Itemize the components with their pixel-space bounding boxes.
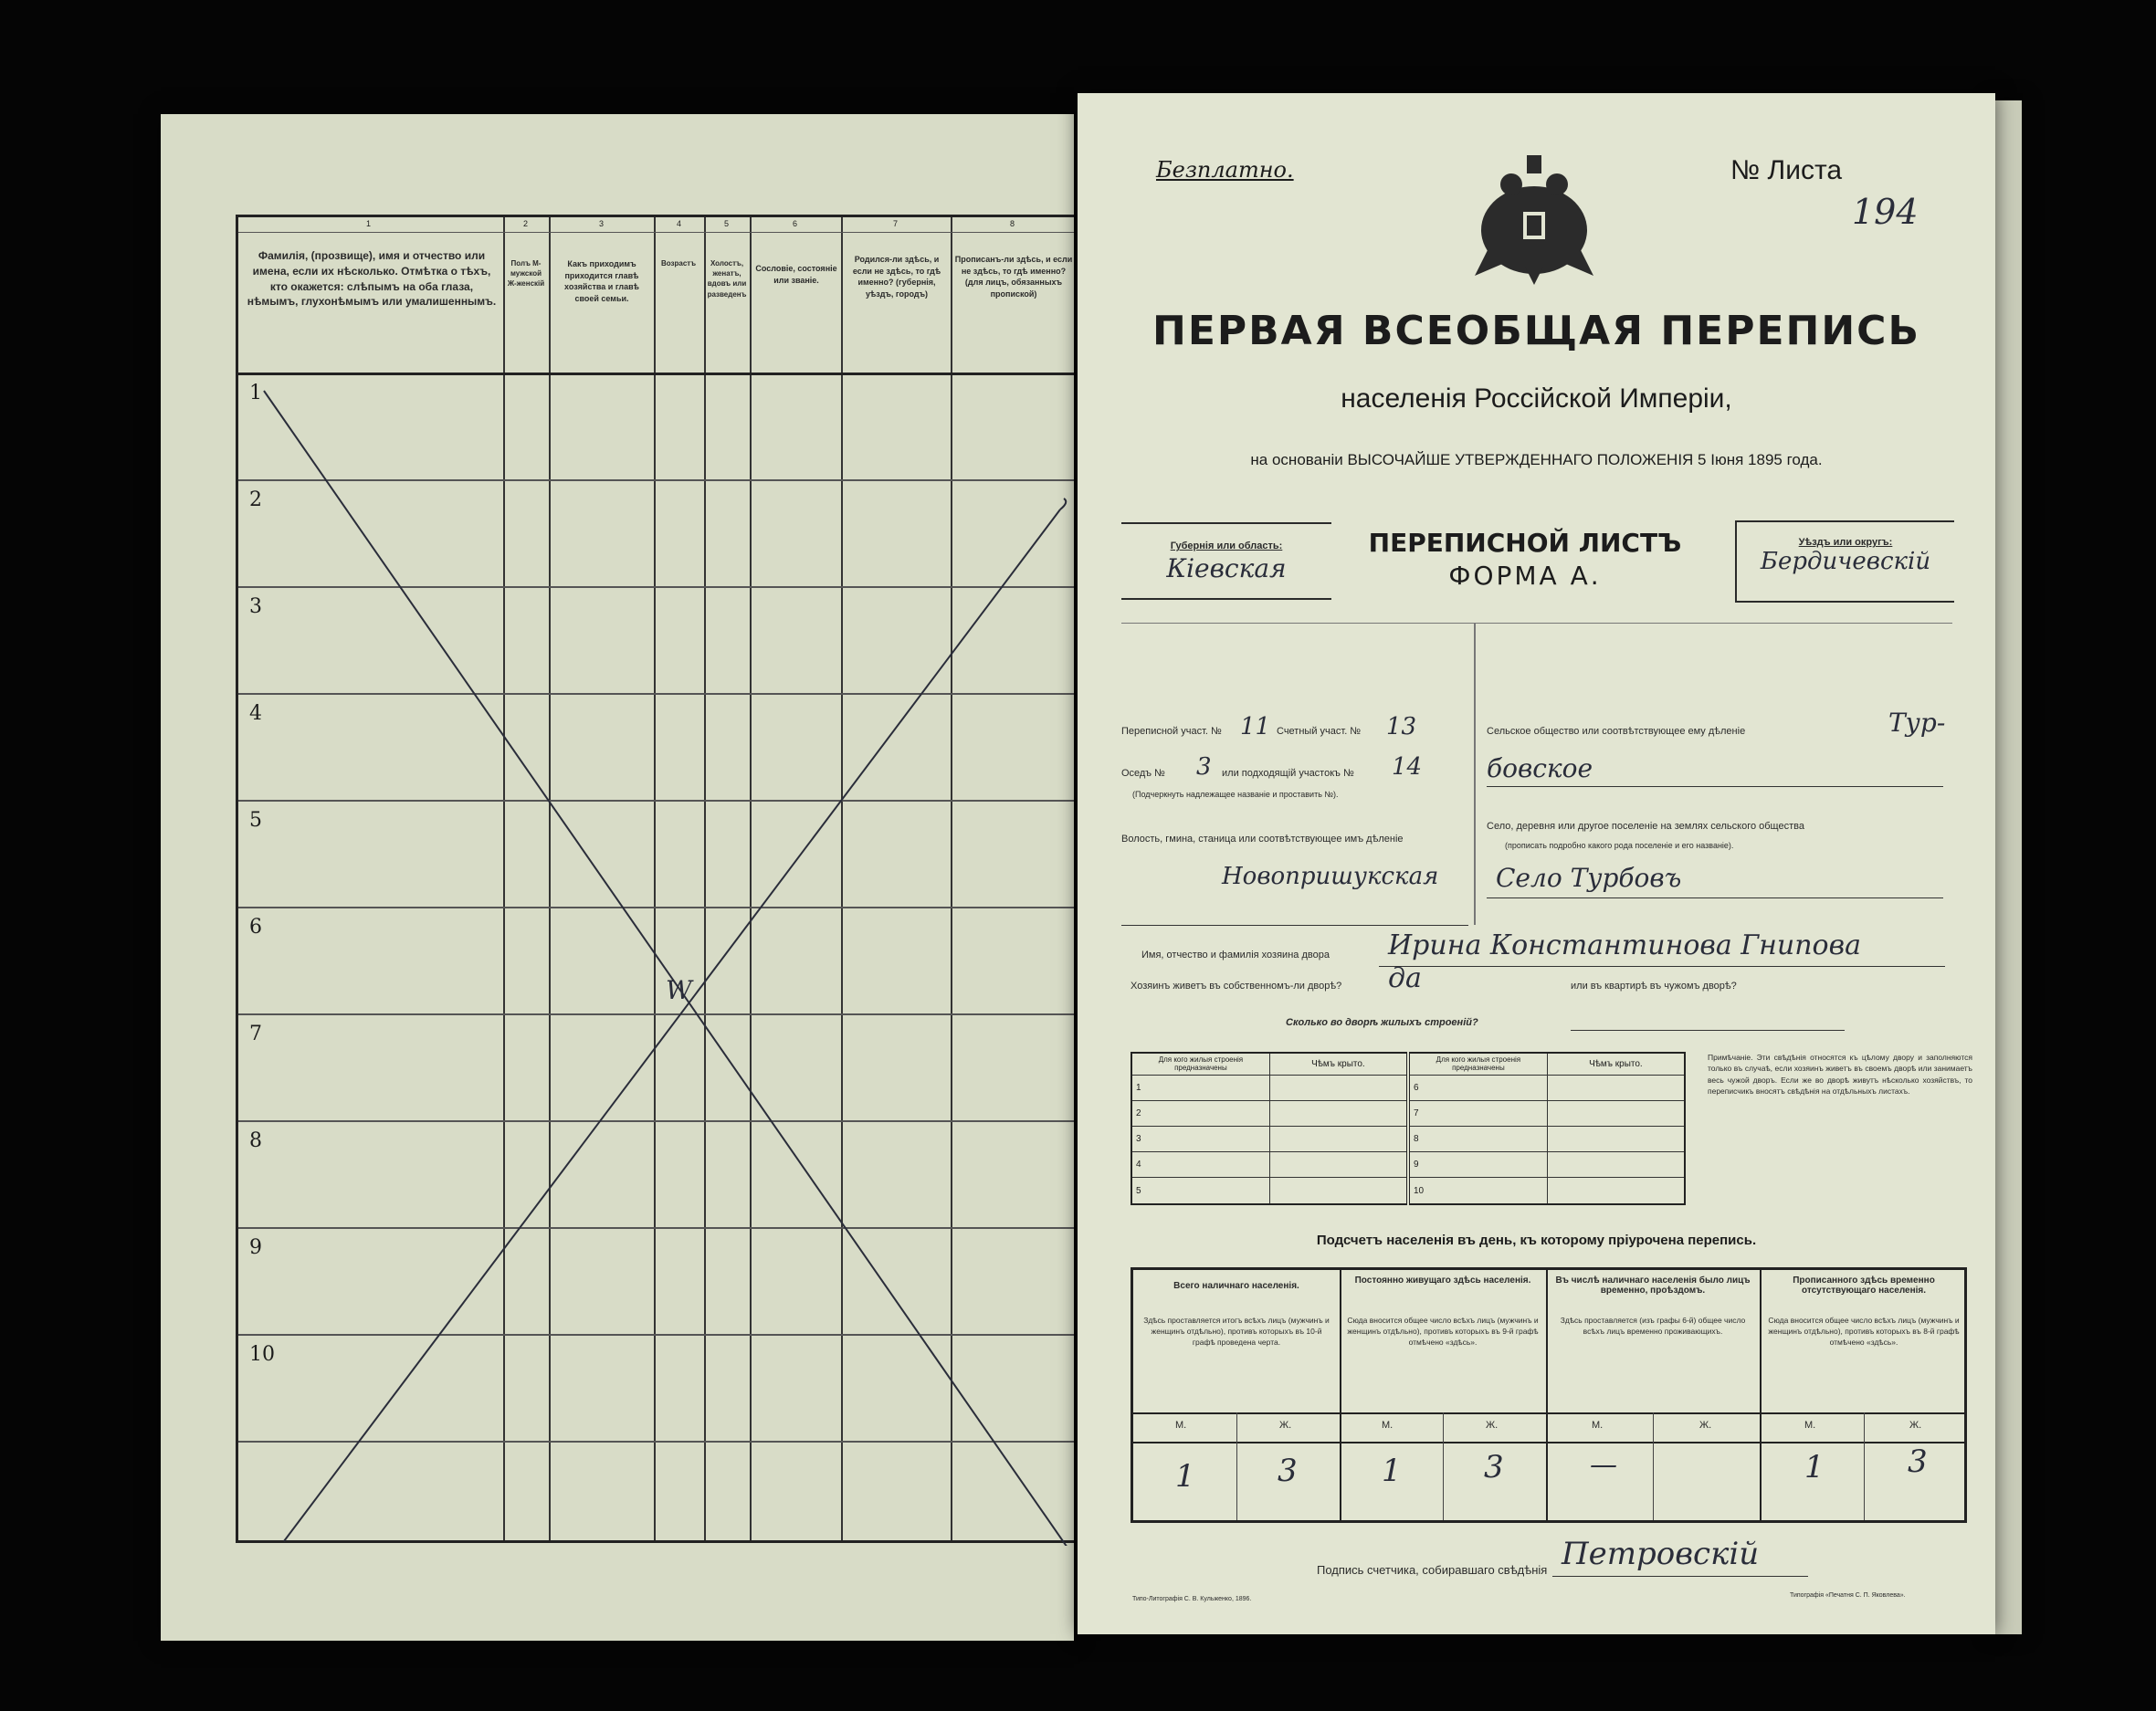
sheet-number-label: № Листа [1730,155,1843,185]
count-male-value: 1 [1804,1449,1825,1485]
count-col-header: Въ числѣ наличнаго населенія было лицъ временно, проѣздомъ. [1555,1275,1751,1296]
column-number: 2 [523,219,529,228]
population-count-table [1131,1267,1967,1523]
count-female-value: 3 [1278,1453,1298,1489]
form-subtitle: ФОРМА А. [1448,561,1602,591]
person-table [236,215,1074,1543]
female-label: Ж. [1699,1420,1712,1431]
count-divider [1760,1270,1762,1520]
mf-divider [1653,1412,1654,1520]
row-number: 4 [249,702,262,725]
society-value-2: бовское [1487,753,1593,783]
subsection-label: или подходящій участокъ № [1222,768,1354,779]
buildings-underline [1571,1030,1845,1031]
building-row-number: 6 [1408,1075,1547,1100]
count-male-value: — [1590,1449,1617,1481]
count-col-header: Постоянно живущаго здѣсь населенія. [1354,1275,1531,1286]
owner-label: Имя, отчество и фамилія хозяина двора [1141,950,1330,960]
counting-section-label: Счетный участ. № [1277,726,1362,737]
building-row-number: 8 [1408,1126,1547,1151]
estate-value: 3 [1196,753,1212,781]
row-number: 2 [249,488,262,511]
row-number: 5 [249,809,262,832]
census-section-value: 11 [1240,713,1271,740]
count-col-desc: Здѣсь проставляется (изъ графы 6-й) общее число всѣхъ лицъ временно проживающихъ. [1560,1316,1746,1336]
col1-header: Фамилія, (прозвище), имя и отчество или имена, если их нѣсколько. Отмѣтка о тѣхъ, кто окажется: слѣпымъ на оба глаза, нѣмымъ, глухонѣмымъ или умалишеннымъ. [247,249,497,309]
row-number: 6 [249,916,262,939]
owner-lives-value: да [1388,962,1422,994]
village-note: (прописать подробно какого рода поселеніе и его названіе). [1505,841,1734,850]
count-male-value: 1 [1175,1458,1195,1495]
page-stack-edge [1991,100,2022,1634]
buildings-label: Сколько во дворѣ жилыхъ строеній? [1286,1017,1478,1028]
county-box [1735,520,1954,603]
col7-header: Родился-ли здѣсь, и если не здѣсь, то гдѣ именно? (губернія, уѣздъ, городъ) [852,255,941,299]
volost-label: Волость, гмина, станица или соотвѣтствующее имъ дѣленіе [1121,834,1404,845]
count-col-header: Всего наличнаго населенія. [1173,1281,1299,1291]
building-row-number: 10 [1408,1178,1547,1204]
column-number: 6 [793,219,798,228]
owner-lives-label: Хозяинъ живетъ въ собственномъ-ли дворѣ? [1131,981,1342,992]
province-value: Кіевская [1166,553,1287,583]
col4-header: Возрастъ [660,259,697,268]
building-row-number: 4 [1131,1152,1269,1178]
signature-label: Подпись счетчика, собиравшаго свѣдѣнія [1317,1563,1548,1577]
column-number: 5 [724,219,730,228]
society-label: Сельское общество или соотвѣтствующее ему дѣленіе [1487,726,1746,737]
count-col-desc: Сюда вносится общее число всѣхъ лицъ (мужчинъ и женщинъ отдѣльно), противъ которыхъ въ 9-й графѣ отмѣчено «здѣсь». [1347,1316,1539,1347]
owner-value: Ирина Константинова Гнипова [1388,929,1861,961]
underline-note: (Подчеркнуть надлежащее названіе и проставить №). [1132,790,1339,799]
col8-header: Прописанъ-ли здѣсь, и если не здѣсь, то гдѣ именно? (для лицъ, обязанныхъ пропиской) [954,255,1073,299]
village-underline [1487,897,1943,898]
male-label: М. [1382,1420,1394,1431]
count-rule [1133,1442,1964,1443]
building-row-number: 5 [1131,1178,1269,1204]
society-value-1: Тур- [1888,708,1946,738]
count-divider [1340,1270,1341,1520]
buildings-col-b: Чѣмъ крыто. [1547,1053,1685,1075]
printer-left: Типо-Литографія С. В. Кульженко, 1896. [1132,1596,1252,1602]
buildings-table [1131,1052,1686,1205]
society-underline [1487,786,1943,787]
sheet-number-value: 194 [1852,192,1919,232]
row-number: 3 [249,595,262,618]
count-female-value: 3 [1908,1443,1928,1480]
village-label: Село, деревня или другое поселеніе на землях сельского общества [1487,821,1804,832]
estate-label: Оседъ № [1121,768,1165,779]
census-section-label: Переписной участ. № [1121,726,1222,737]
male-label: М. [1592,1420,1604,1431]
column-number: 3 [599,219,605,228]
col6-header: Сословіе, состояніе или званіе. [755,264,837,285]
building-row-number: 9 [1408,1152,1547,1178]
count-rule [1133,1412,1964,1414]
buildings-col-a: Для кого жилыя строенія предназначены [1131,1053,1269,1075]
signature-underline [1552,1576,1808,1577]
cross-mark-initial: W [666,975,692,1005]
volost-value: Новопришукская [1222,863,1439,890]
column-number: 7 [893,219,899,228]
section-divider [1474,624,1476,925]
count-col-header: Прописанного здѣсь временно отсутствующаго населенія. [1793,1275,1935,1296]
row-number: 7 [249,1023,262,1045]
mf-divider [1864,1412,1865,1520]
male-label: М. [1175,1420,1187,1431]
column-number: 8 [1010,219,1015,228]
cross-out-mark [238,217,1077,1546]
count-title: Подсчетъ населенія въ день, къ которому пріурочена перепись. [1316,1233,1757,1248]
count-divider [1546,1270,1548,1520]
count-col-desc: Здѣсь проставляется итогъ всѣхъ лицъ (мужчинъ и женщинъ отдѣльно), противъ которыхъ въ 10-й графѣ проведена черта. [1143,1316,1330,1347]
printer-right: Типографія «Печатня С. П. Яковлева». [1790,1592,1906,1599]
owner-underline [1379,966,1945,967]
building-row-number: 2 [1131,1100,1269,1126]
form-title: ПЕРЕПИСНОЙ ЛИСТЪ [1368,528,1682,558]
building-row-number: 7 [1408,1100,1547,1126]
left-page [161,114,1074,1641]
village-value: Село Турбовъ [1496,863,1682,893]
female-label: Ж. [1909,1420,1922,1431]
count-col-desc: Сюда вносится общее число всѣхъ лицъ (мужчинъ и женщинъ отдѣльно), противъ которыхъ въ 8-й графѣ отмѣчено «здѣсь». [1768,1316,1960,1347]
col2-header: Полъ М-мужской Ж-женскій [507,259,545,289]
rented-label: или въ квартирѣ въ чужомъ дворѣ? [1571,981,1737,992]
mf-divider [1236,1412,1237,1520]
female-label: Ж. [1279,1420,1292,1431]
right-page [1078,93,1995,1634]
buildings-col-b: Чѣмъ крыто. [1269,1053,1408,1075]
census-title: ПЕРВАЯ ВСЕОБЩАЯ ПЕРЕПИСЬ [1152,308,1920,354]
building-row-number: 3 [1131,1126,1269,1151]
mf-divider [1443,1412,1444,1520]
male-label: М. [1804,1420,1816,1431]
counting-section-value: 13 [1386,713,1417,740]
county-label: Уѣздъ или округъ: [1798,537,1893,548]
subsection-value: 14 [1392,753,1423,781]
imperial-eagle-emblem [1470,148,1598,285]
count-female-value: 3 [1484,1449,1504,1485]
census-basis: на основаніи ВЫСОЧАЙШЕ УТВЕРЖДЕННАГО ПОЛОЖЕНІЯ 5 Іюня 1895 года. [1250,451,1823,468]
col5-header: Холостъ, женатъ, вдовъ или разведенъ [707,259,747,299]
building-row-number: 1 [1131,1075,1269,1100]
row-number: 9 [249,1236,262,1259]
column-number: 1 [366,219,372,228]
province-label: Губернія или область: [1170,541,1283,551]
county-value: Бердичевскій [1760,548,1931,575]
enumerator-signature: Петровскій [1562,1536,1760,1572]
location-section [1121,623,1952,925]
female-label: Ж. [1486,1420,1499,1431]
column-number: 4 [677,219,682,228]
row-number: 8 [249,1129,262,1152]
province-box [1121,522,1331,600]
row-number: 10 [249,1343,275,1366]
volost-underline [1121,925,1468,926]
census-subtitle: населенія Россійской Имперіи, [1341,383,1732,414]
row-number: 1 [249,382,262,404]
free-label: Безплатно. [1156,157,1294,183]
buildings-col-a: Для кого жилыя строенія предназначены [1408,1053,1547,1075]
col3-header: Какъ приходимъ приходится главѣ хозяйства и главѣ своей семьи. [564,259,639,303]
count-male-value: 1 [1382,1453,1402,1489]
buildings-note: Примѣчаніе. Эти свѣдѣнія относятся къ цѣлому двору и заполняются только въ случаѣ, если хозяинъ живетъ въ своемъ дворѣ или занимаетъ весь чужой дворъ. Если же во дворѣ живутъ нѣсколько хозяйствъ, то переписчикъ вносятъ свѣдѣнія на отдѣльныхъ листахъ. [1708,1053,1972,1096]
